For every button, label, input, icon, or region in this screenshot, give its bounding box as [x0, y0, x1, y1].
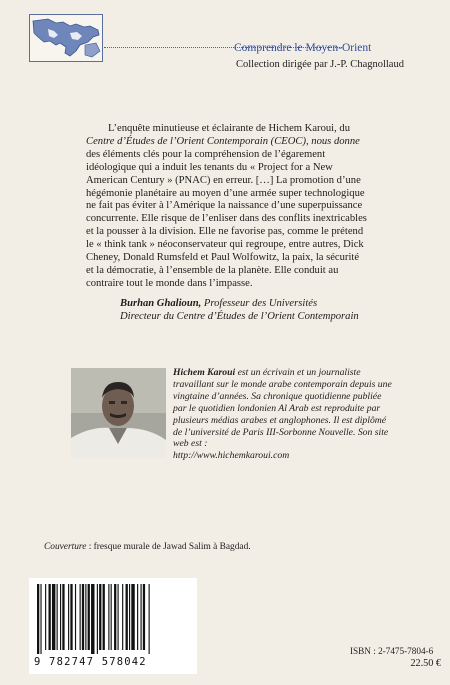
barcode-bar: [141, 584, 142, 650]
blurb-line: Centre d’Études de l’Orient Contemporain (CEOC), nous donne: [86, 135, 360, 147]
blurb-line: idéologique qui a induit les tenants du « Project for a New: [86, 161, 333, 173]
barcode-bar: [126, 584, 128, 650]
barcode-bar: [118, 584, 119, 650]
barcode-bar: [143, 584, 145, 650]
blurb-line: Cheney, Donald Rumsfeld et Paul Wolfowitz, la paix, la sécurité: [86, 252, 360, 264]
blurb-paragraph: [86, 123, 432, 291]
blurb-signature: [120, 297, 440, 323]
blurb-line: American Century » (PNAC) en erreur. […] La promotion d’une: [86, 174, 361, 186]
price: 22.50 €: [410, 658, 441, 669]
blurb-line: L’enquête minutieuse et éclairante de Hichem Karoui, du: [108, 123, 350, 134]
barcode-bar: [49, 584, 51, 650]
isbn: ISBN : 2-7475-7804-6: [350, 646, 434, 656]
barcode-bar: [57, 584, 58, 650]
blurb-line: hégémonie planétaire au moyen d’une armée super technologique: [86, 187, 365, 199]
barcode-bar: [40, 584, 41, 654]
blurb-line: ne fait pas éviter à l’Amérique la naissance d’une superpuissance: [86, 200, 363, 212]
barcode-bar: [131, 584, 134, 650]
author-photo: [71, 368, 166, 458]
barcode-bar: [103, 584, 105, 650]
bio-line: travaillant sur le monde arabe contemporain depuis une: [173, 378, 392, 390]
signature-title: Professeur des Universités: [201, 298, 318, 309]
bio-line: web est :: [173, 438, 208, 450]
barcode-bar: [60, 584, 61, 650]
author-bio: [173, 367, 443, 462]
blurb-line: et la démocratie, à l’ensemble de la planète. Elle conduit au: [86, 264, 339, 276]
barcode-bar: [85, 584, 86, 650]
bio-line: est un écrivain et un journaliste: [235, 367, 361, 378]
bio-line: vingtaine d’années. Sa chronique quotidienne publiée: [173, 390, 382, 402]
signature-name: Burhan Ghalioun,: [120, 298, 202, 309]
barcode-bar: [149, 584, 150, 654]
blurb-line: le « think tank » néoconservateur qui regroupe, entre autres, Dick: [86, 239, 364, 251]
barcode-bar: [68, 584, 69, 650]
barcode-digits: 9 782747 578042: [34, 656, 147, 668]
barcode-bar: [37, 584, 39, 654]
barcode-bar: [114, 584, 116, 650]
barcode-bar: [91, 584, 94, 654]
bio-line: de l’université de Paris III-Sorbonne Nouvelle. Son site: [173, 426, 389, 438]
barcode-bar: [111, 584, 112, 650]
barcode-bar: [52, 584, 55, 650]
blurb-line: des éléments clés pour la compréhension de l’égarement: [86, 148, 326, 160]
blurb-line: contraire tout le monde dans l’impasse.: [86, 277, 253, 289]
series-map-logo: [29, 14, 103, 62]
signature-affiliation: Directeur du Centre d’Études de l’Orient Contemporain: [120, 311, 359, 322]
barcode-bar: [45, 584, 46, 650]
series-title: Comprendre le Moyen-Orient: [234, 42, 372, 54]
cover-credit: [44, 542, 424, 552]
cover-credit-label: Couverture: [44, 542, 87, 552]
barcode-bar: [75, 584, 76, 650]
author-website: http://www.hichemkaroui.com: [173, 450, 290, 462]
bio-line: plusieurs médias arabes et anglophones. Il est diplômé: [173, 414, 387, 426]
barcode-bar: [108, 584, 109, 650]
barcode-bar: [70, 584, 72, 650]
barcode-bar: [82, 584, 84, 650]
barcode-bar: [137, 584, 138, 650]
barcode-bar: [99, 584, 101, 650]
cover-credit-text: : fresque murale de Jawad Salim à Bagdad.: [86, 542, 251, 552]
barcode-bar: [122, 584, 123, 650]
barcode-bar: [62, 584, 64, 650]
bio-line: par le quotidien londonien Al Arab est reproduite par: [173, 402, 381, 414]
blurb-line: concurrente. Elle risque de l’enliser dans des conflits inextricables: [86, 213, 367, 225]
blurb-line: et la pousser à la division. Elle ne favorise pas, comme le prétend: [86, 226, 364, 238]
collection-director: Collection dirigée par J.-P. Chagnollaud: [236, 59, 404, 70]
barcode-bar: [80, 584, 81, 650]
author-name: Hichem Karoui: [173, 367, 236, 378]
barcode-bar: [129, 584, 130, 650]
barcode-bar: [97, 584, 98, 654]
barcode-bar: [88, 584, 90, 650]
